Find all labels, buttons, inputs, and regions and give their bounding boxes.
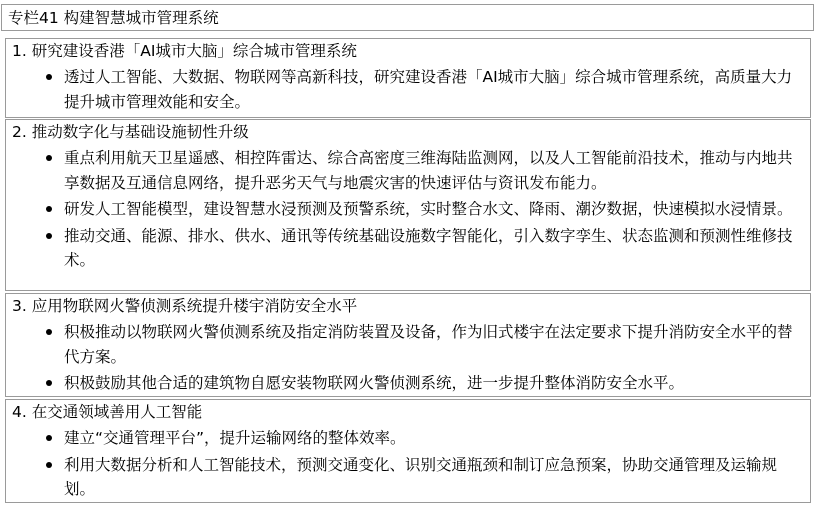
section-heading: 3. 应用物联网火警侦测系统提升楼宇消防安全水平 [12,297,358,315]
list-item-text: 积极推动以物联网火警侦测系统及指定消防装置及设备，作为旧式楼宇在法定要求下提升消防安全水平的替代方案。 [64,323,793,366]
bullet-list [6,65,806,116]
bullet-icon [46,74,52,80]
list-item-text: 利用大数据分析和人工智能技术，预测交通变化、识别交通瓶颈和制订应急预案，协助交通管理及运输规划。 [64,455,778,498]
bullet-list [6,146,806,275]
bullet-list [6,320,806,398]
bullet-icon [46,435,52,441]
page-title: 专栏41 构建智慧城市管理系统 [8,9,219,27]
bullet-icon [46,329,52,335]
section-heading: 2. 推动数字化与基础设施韧性升级 [12,123,249,141]
bullet-icon [46,380,52,386]
list-item-text: 透过人工智能、大数据、物联网等高新科技，研究建设香港「AI城市大脑」综合城市管理系统，高质量大力提升城市管理效能和安全。 [64,68,793,111]
bullet-icon [46,462,52,468]
list-item [6,426,806,451]
list-item [6,224,806,273]
bullet-list [6,426,806,504]
bullet-icon [46,155,52,161]
list-item [6,371,806,396]
list-item [6,197,806,222]
list-item-text: 建立“交通管理平台”，提升运输网络的整体效率。 [64,429,406,447]
list-item [6,453,806,502]
section-3 [5,293,811,397]
list-item-text: 推动交通、能源、排水、供水、通讯等传统基础设施数字智能化，引入数字孪生、状态监测和预测性维修技术。 [64,226,793,269]
section-1 [5,38,811,118]
section-heading: 4. 在交通领域善用人工智能 [12,403,203,421]
list-item [6,65,806,114]
list-item [6,146,806,195]
section-4 [5,399,811,503]
title-box [1,4,814,31]
list-item-text: 研发人工智能模型，建设智慧水浸预测及预警系统，实时整合水文、降雨、潮汐数据，快速模拟水浸情景。 [64,200,793,218]
section-2 [5,119,811,291]
list-item-text: 积极鼓励其他合适的建筑物自愿安装物联网火警侦测系统，进一步提升整体消防安全水平。 [64,374,685,392]
bullet-icon [46,206,52,212]
list-item-text: 重点利用航天卫星遥感、相控阵雷达、综合高密度三维海陆监测网，以及人工智能前沿技术，推动与内地共享数据及互通信息网络，提升恶劣天气与地震灾害的快速评估与资讯发布能力。 [64,149,793,192]
section-heading: 1. 研究建设香港「AI城市大脑」综合城市管理系统 [12,42,357,60]
list-item [6,320,806,369]
bullet-icon [46,233,52,239]
